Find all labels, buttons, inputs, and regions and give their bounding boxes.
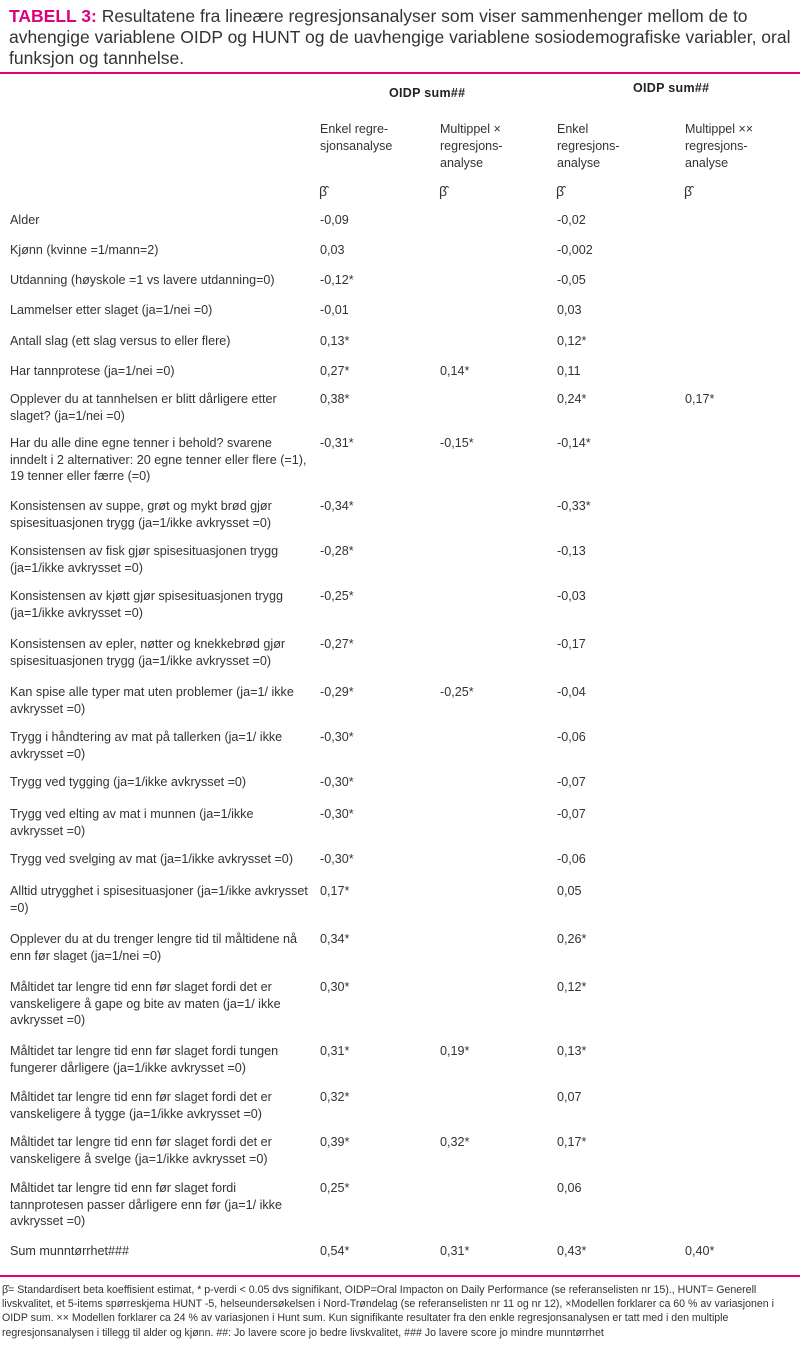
row-label: Har du alle dine egne tenner i behold? svarene inndelt i 2 alternativer: 20 egne tenner eller flere (=1), 19 tenner eller færre (=0) — [10, 436, 307, 483]
cell-hunt-simple: 0,13* — [557, 1044, 587, 1058]
cell-oidp-simple: 0,30* — [320, 980, 350, 994]
cell-oidp-simple: -0,34* — [320, 499, 354, 513]
row-label: Konsistensen av suppe, grøt og mykt brød gjør spisesituasjonen trygg (ja=1/ikke avkrysset =0) — [10, 499, 272, 530]
cell-hunt-simple: -0,03 — [557, 589, 586, 603]
column-header-2: Multippel × regresjons- analyse — [440, 122, 503, 170]
row-label: Alltid utrygghet i spisesituasjoner (ja=1/ikke avkrysset =0) — [10, 884, 308, 915]
cell-oidp-simple: -0,09 — [320, 213, 349, 227]
row-label: Konsistensen av fisk gjør spisesituasjonen trygg (ja=1/ikke avkrysset =0) — [10, 544, 279, 575]
beta-symbol-3: β̂ — [556, 183, 565, 199]
cell-hunt-simple: 0,03 — [557, 303, 582, 317]
cell-oidp-simple: -0,12* — [320, 273, 354, 287]
beta-symbol-4: β̂ — [684, 183, 693, 199]
cell-hunt-simple: -0,17 — [557, 637, 586, 651]
cell-oidp-simple: 0,13* — [320, 334, 350, 348]
row-label: Konsistensen av epler, nøtter og knekkebrød gjør spisesituasjonen trygg (ja=1/ikke avkrysset =0) — [10, 637, 286, 668]
cell-oidp-simple: 0,54* — [320, 1244, 350, 1258]
cell-hunt-simple: 0,07 — [557, 1090, 582, 1104]
cell-hunt-simple: -0,05 — [557, 273, 586, 287]
bottom-rule — [0, 1275, 800, 1277]
cell-oidp-simple: 0,25* — [320, 1181, 350, 1195]
row-label: Antall slag (ett slag versus to eller flere) — [10, 334, 231, 348]
cell-hunt-simple: 0,06 — [557, 1181, 582, 1195]
table-footnote: β̂= Standardisert beta koeffisient estimat, * p-verdi < 0.05 dvs signifikant, OIDP=Oral Impacton on Daily Performance (se referanselisten nr 15)., HUNT= Generell livskvalitet, et 5-items spørreskjema HUNT -5, helseundersøkelsen i Nord-Trøndelag (se referanselisten nr 11 og nr 12), ×Modellen forklarer ca 60 % av variasjonen i OIDP sum. ×× Modellen forklarer ca 24 % av variasjonen i Hunt sum. Kun signifikante resultater fra den enkle regresjonsanalysen er tatt med i den multiple regresjonsanalysen i tillegg til alder og kjønn. ##: Jo lavere score jo bedre livskvalitet, ### Jo lavere score jo mindre munntørrhet — [2, 1284, 774, 1339]
cell-oidp-simple: 0,03 — [320, 243, 345, 257]
cell-oidp-simple: -0,30* — [320, 852, 354, 866]
row-label: Utdanning (høyskole =1 vs lavere utdanning=0) — [10, 273, 275, 287]
cell-oidp-simple: -0,30* — [320, 807, 354, 821]
table-label: TABELL 3: — [9, 6, 97, 26]
row-label: Måltidet tar lengre tid enn før slaget fordi det er vanskeligere å tygge (ja=1/ikke avkrysset =0) — [10, 1090, 272, 1121]
row-label: Sum munntørrhet### — [10, 1244, 129, 1258]
row-label: Trygg ved tygging (ja=1/ikke avkrysset =0) — [10, 775, 247, 789]
cell-hunt-simple: 0,26* — [557, 932, 587, 946]
cell-hunt-simple: -0,002 — [557, 243, 593, 257]
group-header-1: OIDP sum## — [389, 86, 466, 100]
beta-symbol-2: β̂ — [439, 183, 448, 199]
cell-oidp-multiple: 0,32* — [440, 1135, 470, 1149]
cell-hunt-simple: 0,43* — [557, 1244, 587, 1258]
cell-hunt-simple: -0,06 — [557, 852, 586, 866]
cell-oidp-simple: -0,30* — [320, 775, 354, 789]
cell-oidp-multiple: 0,31* — [440, 1244, 470, 1258]
cell-hunt-simple: 0,11 — [557, 364, 581, 378]
cell-oidp-simple: -0,31* — [320, 436, 354, 450]
cell-oidp-multiple: 0,19* — [440, 1044, 470, 1058]
cell-hunt-simple: -0,06 — [557, 730, 586, 744]
row-label: Måltidet tar lengre tid enn før slaget fordi tannprotesen passer dårligere enn før (ja=1/ ikke avkrysset =0) — [10, 1181, 282, 1228]
cell-oidp-simple: -0,01 — [320, 303, 349, 317]
column-header-1: Enkel regre- sjonsanalyse — [320, 122, 393, 153]
cell-hunt-multiple: 0,40* — [685, 1244, 715, 1258]
cell-hunt-simple: -0,07 — [557, 807, 586, 821]
cell-oidp-simple: -0,25* — [320, 589, 354, 603]
cell-oidp-simple: 0,38* — [320, 392, 350, 406]
cell-hunt-simple: 0,12* — [557, 980, 587, 994]
row-label: Trygg ved svelging av mat (ja=1/ikke avkrysset =0) — [10, 852, 294, 866]
cell-hunt-simple: 0,24* — [557, 392, 587, 406]
cell-hunt-simple: -0,02 — [557, 213, 586, 227]
cell-hunt-simple: -0,14* — [557, 436, 591, 450]
row-label: Trygg i håndtering av mat på tallerken (ja=1/ ikke avkrysset =0) — [10, 730, 283, 761]
cell-oidp-simple: 0,27* — [320, 364, 350, 378]
cell-hunt-simple: -0,13 — [557, 544, 586, 558]
cell-hunt-simple: 0,12* — [557, 334, 587, 348]
column-header-4: Multippel ×× regresjons- analyse — [685, 122, 754, 170]
row-label: Opplever du at du trenger lengre tid til måltidene nå enn før slaget (ja=1/nei =0) — [10, 932, 298, 963]
cell-oidp-simple: 0,39* — [320, 1135, 350, 1149]
beta-symbol-1: β̂ — [319, 183, 328, 199]
row-label: Opplever du at tannhelsen er blitt dårligere etter slaget? (ja=1/nei =0) — [10, 392, 277, 423]
cell-oidp-simple: 0,31* — [320, 1044, 350, 1058]
cell-oidp-multiple: -0,25* — [440, 685, 474, 699]
cell-hunt-simple: 0,05 — [557, 884, 582, 898]
cell-oidp-simple: -0,27* — [320, 637, 354, 651]
column-header-3: Enkel regresjons- analyse — [557, 122, 620, 170]
cell-oidp-multiple: -0,15* — [440, 436, 474, 450]
cell-hunt-simple: -0,04 — [557, 685, 586, 699]
table-caption — [9, 6, 794, 69]
caption-text: Resultatene fra lineære regresjonsanalyser som viser sammenhenger mellom de to avhengige variablene OIDP og HUNT og de uavhengige variablene sosiodemografiske variabler, oral funksjon og tannhelse. — [9, 6, 791, 68]
top-rule — [0, 72, 800, 74]
row-label: Trygg ved elting av mat i munnen (ja=1/ikke avkrysset =0) — [10, 807, 254, 838]
cell-hunt-simple: -0,07 — [557, 775, 586, 789]
cell-oidp-multiple: 0,14* — [440, 364, 470, 378]
cell-hunt-multiple: 0,17* — [685, 392, 715, 406]
row-label: Kjønn (kvinne =1/mann=2) — [10, 243, 159, 257]
row-label: Kan spise alle typer mat uten problemer (ja=1/ ikke avkrysset =0) — [10, 685, 294, 716]
row-label: Konsistensen av kjøtt gjør spisesituasjonen trygg (ja=1/ikke avkrysset =0) — [10, 589, 283, 620]
cell-oidp-simple: -0,29* — [320, 685, 354, 699]
row-label: Lammelser etter slaget (ja=1/nei =0) — [10, 303, 213, 317]
cell-oidp-simple: -0,30* — [320, 730, 354, 744]
row-label: Alder — [10, 213, 40, 227]
cell-oidp-simple: -0,28* — [320, 544, 354, 558]
cell-hunt-simple: -0,33* — [557, 499, 591, 513]
row-label: Måltidet tar lengre tid enn før slaget fordi tungen fungerer dårligere (ja=1/ikke avkrysset =0) — [10, 1044, 279, 1075]
cell-oidp-simple: 0,34* — [320, 932, 350, 946]
row-label: Har tannprotese (ja=1/nei =0) — [10, 364, 175, 378]
cell-oidp-simple: 0,32* — [320, 1090, 350, 1104]
row-label: Måltidet tar lengre tid enn før slaget fordi det er vanskeligere å svelge (ja=1/ikke avkrysset =0) — [10, 1135, 272, 1166]
cell-hunt-simple: 0,17* — [557, 1135, 587, 1149]
row-label: Måltidet tar lengre tid enn før slaget fordi det er vanskeligere å gape og bite av maten (ja=1/ ikke avkrysset =0) — [10, 980, 281, 1027]
cell-oidp-simple: 0,17* — [320, 884, 350, 898]
group-header-2: OIDP sum## — [633, 81, 710, 95]
